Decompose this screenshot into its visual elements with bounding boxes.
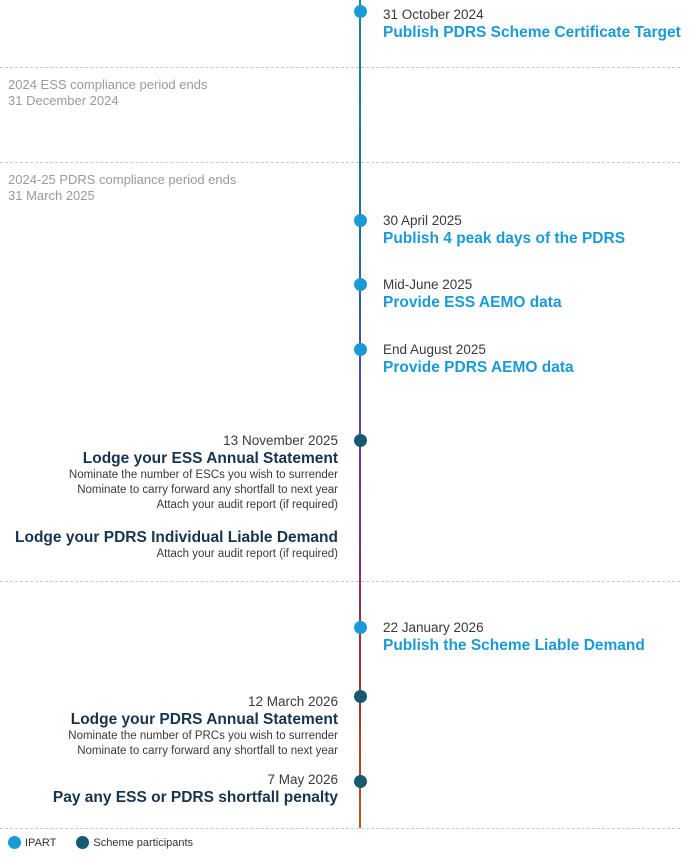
event-pdrs-certificate-target — [383, 7, 681, 42]
period-date: 31 March 2025 — [8, 188, 95, 203]
event-date: 30 April 2025 — [383, 213, 462, 228]
event-title: Publish 4 peak days of the PDRS — [383, 230, 626, 247]
ipart-marker — [354, 5, 367, 18]
timeline-spine — [359, 0, 361, 828]
period-divider — [0, 581, 680, 582]
event-title: Publish PDRS Scheme Certificate Target — [383, 24, 681, 41]
legend-label-participants: Scheme participants — [93, 836, 194, 849]
period-divider — [0, 162, 680, 163]
event-title: Provide PDRS AEMO data — [383, 359, 574, 376]
event-detail: Nominate the number of PRCs you wish to surrender — [68, 730, 338, 742]
timeline-bottom-divider — [0, 828, 680, 829]
ipart-marker — [354, 621, 367, 634]
event-detail: Attach your audit report (if required) — [156, 499, 338, 511]
event-detail: Nominate to carry forward any shortfall to next year — [77, 745, 338, 757]
ipart-marker — [354, 343, 367, 356]
event-scheme-liable-demand — [383, 620, 645, 655]
event-date: End August 2025 — [383, 342, 486, 357]
participant-marker — [354, 690, 367, 703]
event-date: 12 March 2026 — [247, 694, 338, 709]
legend — [8, 836, 193, 849]
event-date: 7 May 2026 — [267, 772, 338, 787]
period-date: 31 December 2024 — [8, 93, 119, 108]
participant-marker — [354, 775, 367, 788]
period-divider — [0, 67, 680, 68]
event-ess-annual-statement — [15, 433, 338, 562]
ipart-legend-icon — [8, 836, 21, 849]
event-date: 22 January 2026 — [383, 620, 484, 635]
legend-label-ipart: IPART — [25, 836, 57, 849]
event-title: Lodge your ESS Annual Statement — [82, 450, 338, 467]
event-pdrs-aemo-data — [383, 342, 574, 377]
event-detail: Nominate to carry forward any shortfall to next year — [77, 484, 338, 496]
event-shortfall-penalty — [53, 772, 338, 807]
ipart-marker — [354, 278, 367, 291]
event-pdrs-annual-statement — [68, 694, 338, 759]
event-title-secondary: Lodge your PDRS Individual Liable Demand — [15, 529, 338, 546]
event-detail: Nominate the number of ESCs you wish to surrender — [68, 469, 338, 481]
period-label: 2024 ESS compliance period ends — [8, 77, 208, 92]
event-title: Publish the Scheme Liable Demand — [383, 637, 645, 654]
ess-period-end — [8, 77, 207, 109]
event-ess-aemo-data — [383, 277, 562, 312]
event-date: Mid-June 2025 — [383, 277, 473, 292]
event-peak-days — [383, 213, 625, 248]
event-title: Lodge your PDRS Annual Statement — [70, 711, 338, 728]
event-date: 13 November 2025 — [223, 433, 338, 448]
event-date: 31 October 2024 — [383, 7, 484, 22]
ipart-marker — [354, 214, 367, 227]
pdrs-period-end — [8, 172, 236, 204]
participant-marker — [354, 434, 367, 447]
event-detail: Attach your audit report (if required) — [156, 548, 338, 560]
event-title: Pay any ESS or PDRS shortfall penalty — [52, 789, 338, 806]
period-label: 2024-25 PDRS compliance period ends — [8, 172, 237, 187]
participants-legend-icon — [76, 836, 89, 849]
event-title: Provide ESS AEMO data — [383, 294, 562, 311]
